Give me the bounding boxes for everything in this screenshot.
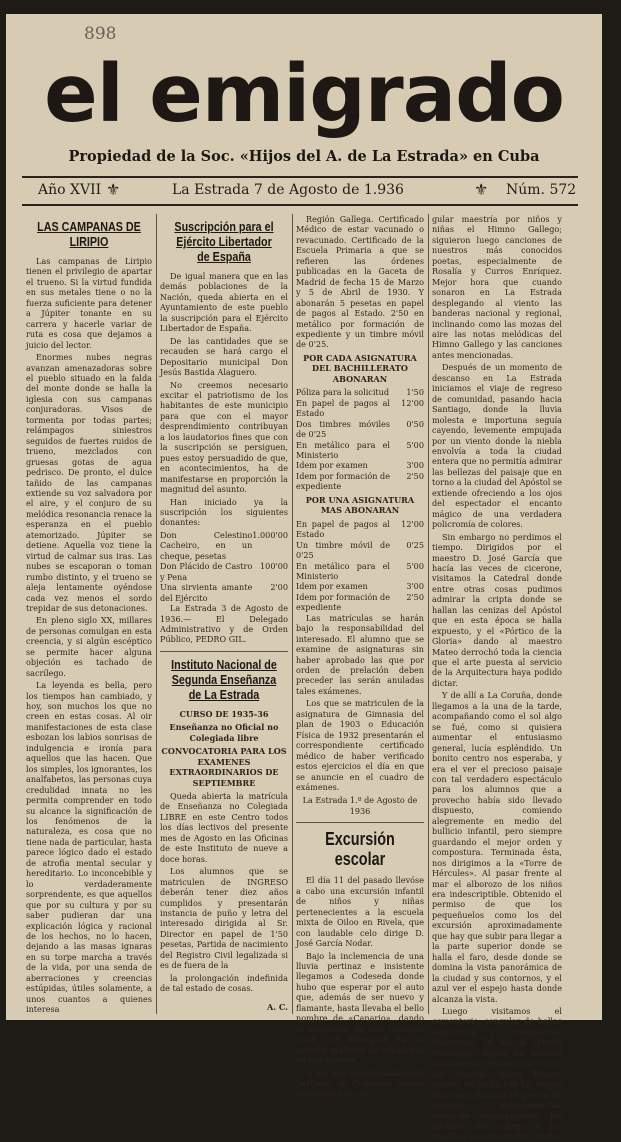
fee-row: Idem por examen 3'00	[296, 581, 424, 592]
paragraph: De las cantidades que se recauden se hará cargo el Depositario municipal Don Jesús Bastida Alaguero.	[160, 335, 288, 378]
donor-row: Don Celestino Cacheiro, en un cheque, pesetas 1.000'00	[160, 529, 288, 561]
paragraph: Bajo la inclemencia de una lluvia pertinaz e insistente llegamos a Codeseda donde hubo que esperar por el auto que, además de ser nuevo y flamante, hasta llevaba el bello nombre de «Canario», dando la sensación de una hermosa jaula que albergara en su interior multitud de trinadores de esa especie.	[296, 950, 424, 1066]
fee-row: Idem por examen 3'00	[296, 460, 424, 471]
header-rule-bottom	[22, 204, 578, 206]
paragraph: Y de allí a La Coruña, donde llegamos a la una de la tarde, acompañando como el sol algo se fué, como si quisiera aumentar el entusiasmo general, lucía espléndido. Un bonito centro nos esperaba, y era el ver el precioso paisaje con tal verdadero espectáculo para los alumnos que a provecho había sido llevado dispuesto, comiendo alegremente en medio del bullicio infantil, pero siempre guardando el mejor orden y compostura. Terminada ésta, nos dirigimos a la «Torre de Hércules». Al pasar frente al mar el alborozo de los niños era indescriptible. Obtenido el permiso de que los pequeñuelos como los del excursión aproximadamente que hay que subir para llegar a la parte superior donde se halla el faro, desde donde se domina la vista panorámica de la ciudad y sus contornos, y el azul ver el espejo hasta donde alcanza la vista.	[432, 690, 562, 1004]
section-divider	[296, 822, 424, 823]
article-title-suscripcion: Suscripción para el Ejército Libertador de España	[174, 220, 274, 264]
masthead-subtitle: Propiedad de la Soc. «Hijos del A. de La Estrada» en Cuba	[68, 148, 540, 165]
paragraph: Enormes nubes negras avanzan amenazadoras sobre el pueblo situado en la falda del monte donde se halla la iglesia con sus campanas conjuradoras. Visos de tormenta por todas partes; relámpagos siniestros seguidos de fuertes ruidos de trueno, mezclados con gruesas gotas de agua pedrisco. De pronto, el dulce tañido de las campanas extiende su voz salvadora por el aire, y el conjuro de su melódica resonancia renace la esperanza en el pueblo atemorizado. Júpiter se detiene. Aquella voz tiene la virtud de calmar sus iras. Las nubes se escaporan o toman rumbo distinto, y el trueno se aleja lentamente oyéndose cada vez menos el sordo trepidar de sus detonaciones.	[26, 352, 152, 613]
paragraph: La leyenda es bella, pero los tiempos han cambiado, y hoy, son muchos los que no creen en estas cosas. Al oir manifestaciones de esta clase esbozan los labios sonrisas de indulgencia e ironía para aquellos que las hacen. Que los simples, los ignorantes, los analfabetos, las personas cuya credulidad innata no les permita comprender en todo su alcance la significación de los fenómenos de la naturaleza, es cosa que no tiene nada de particular, hasta parece lógico dado el estado de atrofia mental secular y hereditario. Lo inconcebible y lo verdaderamente sorprendente, es que aquellos que por su cultura y por su saber pudieran dar una explicación lógica y racional de los hechos, no lo hacen, dejando a las masas ignaras en su torpe marcha a través de la vida, por una senda de aberraciones y creencias estúpidas, útiles solamente, a unos cuantos a quienes interesa	[26, 680, 152, 1015]
paragraph: Después de un momento de descanso en La Estrada iniciamos el viaje de regreso de comunidad, pasando hacia Santiago, donde la lluvia molesta e importuna seguía cayendo, levemente empujada por un viento donde la niebla envolvía a toda la ciudad entera que no permitía admirar las bellezas del paisaje que en torno a la ciudad del Apóstol se extiende ofreciendo a los ojos del espectador el encanto mágico de una verdadera policromía de colores.	[432, 362, 562, 530]
course-heading: CURSO DE 1935-36	[179, 708, 269, 719]
signature: A. C.	[266, 1001, 288, 1012]
paragraph: Las matrículas se harán bajo la responsabilidad del interesado. El alumno que se examine de asignaturas sin haber aprobado las que por orden de prelación deben preceder las serán anuladas tales exámenes.	[296, 612, 424, 696]
date-line: La Estrada 1.º de Agosto de 1936	[302, 795, 418, 816]
article-title-instituto: Instituto Nacional de Segunda Enseñanza de La Estrada	[171, 657, 277, 702]
paragraph: Sin embargo no perdimos el tiempo. Dirigidos por el maestro D. José García que hacía las veces de cicerone, visitamos la Catedral donde entre otras cosas pudimos admirar la cripta donde se hallan las cenizas del Apóstol que en esta época se halla expuesto, y el «Pórtico de la Gloria» dando al maestro Mateo derrochó toda la ciencia que el arte puesta al servicio de la Arquitectura haya podido dictar.	[432, 531, 562, 688]
ornament-icon-right: ⚜	[474, 180, 489, 199]
paragraph: De igual manera que en las demás poblaciones de la Nación, queda abierta en el Ayuntamiento de este pueblo la suscripción para el Ejército Libertador de España.	[160, 271, 288, 334]
fee-table-1	[296, 387, 424, 492]
ornament-icon: ⚜	[106, 180, 121, 199]
column-1	[26, 214, 152, 1014]
donor-row: Don Plácido de Castro y Pena 100'00	[160, 561, 288, 582]
paragraph: Queda abierta la matrícula de Enseñanza no Colegiada LIBRE en este Centro todos los días lectivos del presente mes de Agosto en las Oficinas de este Instituto de nueve a doce horas.	[160, 791, 288, 864]
paragraph: Los alumnos que se matriculen de INGRESO deberán tener diez años cumplidos y presentarán instancia de puño y letra del interesado dirigida al Sr. Director en papel de 1'50 pesetas, Partida de nacimiento del Registro Civil legalizada si es de fuera de la	[160, 866, 288, 971]
paragraph: A las seis aproximadamente partimos de Codeseda siendo ejecutado con sin-	[296, 1067, 424, 1099]
section-title: POR CADA ASIGNATURA DEL BACHILLERATO ABONARAN	[303, 352, 417, 384]
paragraph: gular maestría por niños y niñas el Himno Gallego; siguieron luego canciones de nuestros más conocidos poetas, especialmente de Rosalía y Curros Enríquez. Mejor hora que cuando sonaron en La Estrada desplegando al viento las banderas nacional y regional, inclinando como las mozas del aire las notas melódicas del Himno Gallego y las canciones antes mencionadas.	[432, 214, 562, 360]
column-divider	[428, 214, 429, 1014]
fee-row: En papel de pagos al Estado 12'00	[296, 518, 424, 540]
paragraph: la prolongación indefinida de tal estado de cosas.	[160, 972, 288, 994]
masthead-title: el emigrado	[44, 48, 564, 140]
newspaper-page	[6, 14, 602, 1142]
donor-list	[160, 530, 288, 603]
course-subheading: Enseñanza no Oficial no Colegiada libre	[169, 722, 279, 743]
article-title-campanas: LAS CAMPANAS DE LIRIPIO	[37, 220, 141, 249]
fee-row: Idem por formación de expediente 2'50	[296, 470, 424, 492]
header-rule-top	[22, 176, 578, 178]
paragraph: Región Gallega. Certificado Médico de estar vacunado o revacunado. Certificado de la Escuela Primaria a que se refieren las órdenes publicadas en la Gaceta de Madrid de fecha 15 de Marzo y 5 de Abril de 1930. Y abonarán 5 pesetas en papel de pagos al Estado. 2'50 en metálico por formación de expediente y un timbre móvil de 0'25.	[296, 214, 424, 350]
paragraph: No creemos necesario excitar el patriotismo de los habitantes de este municipio para que con el mayor desprendimiento contribuyan a los laudatorios fines que con la suscripción se persiguen, pues estoy persuadido de que, en acontecimientos, ha de manifestarse en proporción la magnitud del asunto.	[160, 379, 288, 495]
fee-row: En metálico para el Ministerio 5'00	[296, 560, 424, 581]
fee-row: En papel de pagos al Estado 12'00	[296, 397, 424, 419]
column-4	[432, 214, 562, 1142]
fee-row: En metálico para el Ministerio 5'00	[296, 439, 424, 460]
column-divider	[156, 214, 157, 1014]
convocatoria-heading: CONVOCATORIA PARA LOS EXAMENES EXTRAORDINARIOS DE SEPTIEMBRE	[161, 746, 287, 788]
info-bar	[22, 180, 578, 202]
column-2	[160, 214, 288, 1014]
year-label: Año XVII	[38, 182, 102, 198]
place-date: La Estrada 7 de Agosto de 1.936	[172, 182, 404, 198]
paragraph: El día 11 del pasado llevóse a cabo una excursión infantil de niños y niñas pertenecientes a la escuela mixta de Oiloo en Rivela, que con laudable celo dirige D. José García Nodar.	[296, 875, 424, 949]
paragraph: Luego visitamos el cementerio, sengular de bellas sepulturas y monumentos funerarios. De allí al «Jardín Botánico», donde en sencillo monumento reposan los restos del general inglés Moore, muerto en lucha con las tropas francesas durante la guerra de nuestra independencia; visitando seguidamente los jardines del relleno y los muelles, y como colofón, visitó	[432, 1005, 562, 1142]
article-title-excursion: Excursión escolar	[325, 829, 395, 870]
section-divider	[160, 651, 288, 652]
paragraph: Los que se matriculen de la asignatura de Gimnasia del plan de 1903 o Educación Física de 1932 presentarán el correspondiente certificado médico de haber verificado estos ejercicios el día en que se anuncie en el cuadro de exámenes.	[296, 698, 424, 793]
fee-row: Idem por formación de expediente 2'50	[296, 591, 424, 613]
paragraph: La Estrada 3 de Agosto de 1936.— El Delegado Administrativo y de Orden Público, PEDRO GIL.	[160, 603, 288, 645]
paragraph: Han iniciado ya la suscripción los siguientes donantes:	[160, 496, 288, 528]
paragraph: En pleno siglo XX, millares de personas comulgan en esta creencia, y si algún escéptico se permite hacer alguna objeción es tachado de sacrílego.	[26, 615, 152, 678]
column-divider	[292, 214, 293, 1014]
donor-row: Una sirvienta amante del Ejército 2'00	[160, 582, 288, 603]
fee-row: Dos timbres móviles de 0'25 0'50	[296, 418, 424, 440]
section-title: POR UNA ASIGNATURA MAS ABONARAN	[305, 494, 415, 516]
fee-row: Póliza para la solicitud 1'50	[296, 387, 424, 398]
column-3	[296, 214, 424, 1099]
page-number: 898	[84, 24, 117, 44]
issue-number: Núm. 572	[506, 182, 577, 198]
fee-row: Un timbre móvil de 0'25 0'25	[296, 539, 424, 561]
fee-table-2	[296, 519, 424, 613]
paragraph: Las campanas de Liripio tienen el privilegio de apartar el trueno. Si la virtud fundida en sus metales tiene o no la fuerza suficiente para detener a Júpiter tonante en su carrera y hacerle variar de ruta es cosa que dejamos a juicio del lector.	[26, 256, 152, 350]
